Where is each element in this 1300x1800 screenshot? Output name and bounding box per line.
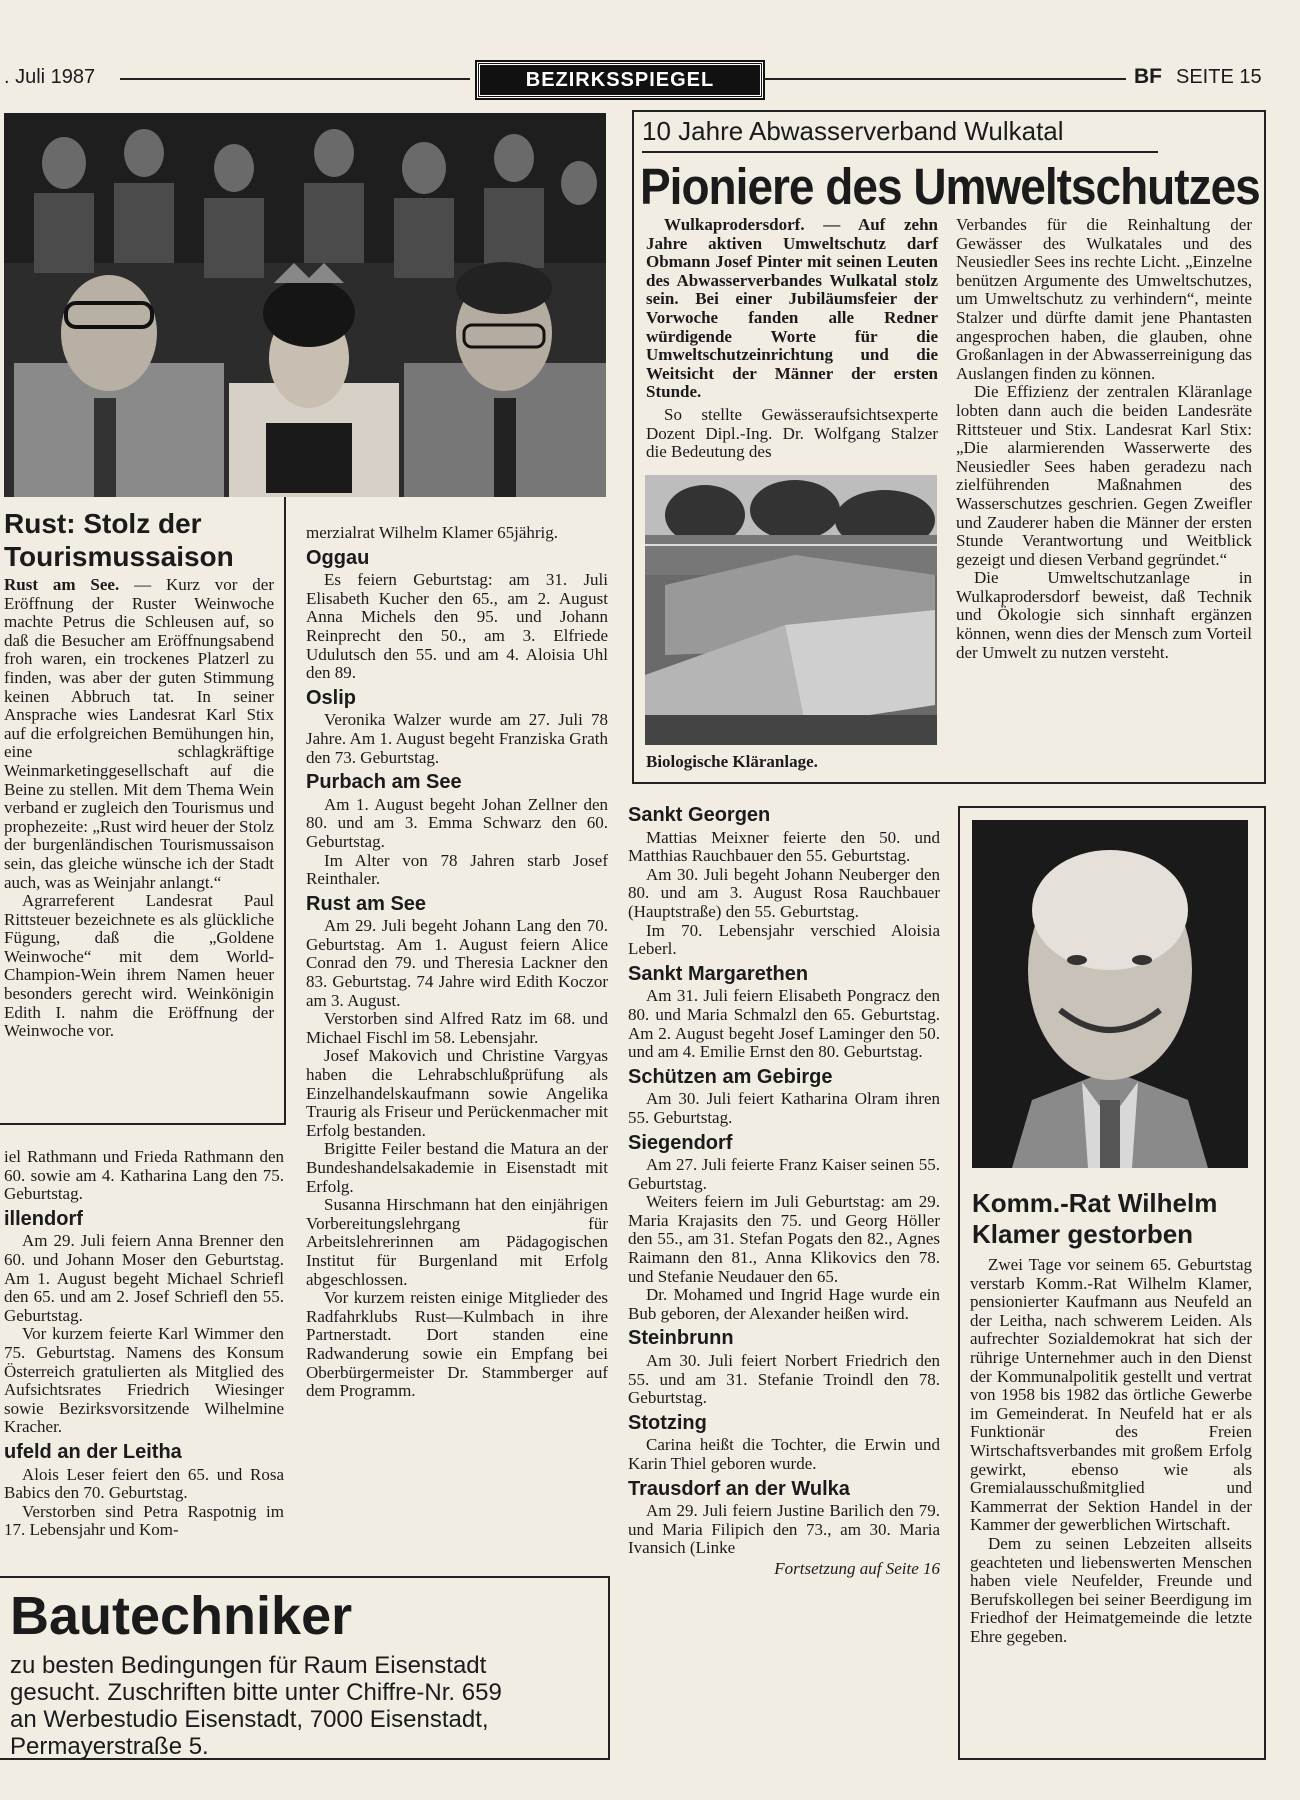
job-ad-box <box>0 1576 610 1760</box>
photo-illustration <box>645 475 937 745</box>
section-heading: Rust am See <box>306 892 427 915</box>
section-heading: Purbach am See <box>306 771 462 794</box>
section-heading: Oslip <box>306 686 357 709</box>
middle-column <box>306 524 608 1401</box>
feature-para1: So stellte Gewässeraufsichtsexperte Dozent Dipl.-Ing. Dr. Wolfgang Stalzer die Bedeutung des <box>646 404 938 462</box>
section-heading: Schützen am Gebirge <box>628 1065 833 1088</box>
obituary-title-line2: Klamer gestorben <box>972 1219 1194 1249</box>
paragraph: Im Alter von 78 Jahren starb Josef Reinthaler. <box>306 850 608 889</box>
section-heading: illendorf <box>4 1207 83 1230</box>
paragraph: Die Effizienz der zentralen Kläranlage lobten dann auch die beiden Landesräte Rittsteuer und Stix. Landesrat Karl Stix: „Die alarmierenden Wasserwerte des Neusiedler Sees haben geradezu nach zielführenden Maßnahmen des Wasserschutzes geschrien. Gegen Zweifler und Zauderer haben die Männer der ersten Stunde Verantwortung und Weitblick gezeigt und diesen Verband gegründet.“ <box>956 382 1252 569</box>
rust-title-line1: Rust: Stolz der <box>4 508 202 539</box>
page-number: SEITE 15 <box>1176 66 1262 88</box>
mid-col-intro: merzialrat Wilhelm Klamer 65jährig. <box>306 523 559 542</box>
obituary-body <box>970 1256 1252 1646</box>
paragraph: Brigitte Feiler bestand die Matura an der Bundeshandelsakademie in Eisenstadt mit Erfolg. <box>306 1139 608 1196</box>
job-ad-text <box>10 1652 502 1760</box>
newspaper-logo: BF <box>1134 65 1162 88</box>
paragraph: Carina heißt die Tochter, die Erwin und Karin Thiel geboren wurde. <box>628 1435 940 1473</box>
rust-article-body <box>4 576 274 1041</box>
paragraph: Am 30. Juli feiert Katharina Olram ihren 55. Geburtstag. <box>628 1089 940 1127</box>
section-heading: Steinbrunn <box>628 1327 734 1350</box>
photo-caption: Biologische Kläranlage. <box>646 752 818 771</box>
section-heading: Sankt Margarethen <box>628 962 809 985</box>
job-ad-title: Bautechniker <box>10 1586 353 1646</box>
rust-article-para2: Agrarreferent Landesrat Paul Rittsteuer bezeichnete es als glückliche Fügung, daß die „Goldene Weinwoche“ mit dem World-Champion-Wein ihrem Namen heuer besonders gerecht wird. Weinkönigin Edith I. nahm die Eröffnung der Weinwoche vor. <box>4 891 274 1041</box>
job-ad-line: an Werbestudio Eisenstadt, 7000 Eisenstadt, <box>10 1706 489 1733</box>
header-rule-right <box>764 78 1126 80</box>
paragraph: Am 30. Juli begeht Johann Neuberger den 80. und am 3. August Rosa Rauchbauer (Hauptstraße) den 55. Geburtstag. <box>628 864 940 921</box>
feature-kicker: 10 Jahre Abwasserverband Wulkatal <box>642 116 1064 146</box>
section-heading: Trausdorf an der Wulka <box>628 1477 850 1500</box>
paragraph: Verbandes für die Reinhaltung der Gewässer des Wulkatales und des Neusiedler Sees ins rechte Licht. „Einzelne benützen Argumente des Umweltschutzes, um Umweltschutz zu verhindern“, meinte Stalzer und dürfte damit jene Phantasten angesprochen haben, die glauben, ohne Großanlagen in der Abwasserreinigung das Auslangen finden zu können. <box>956 215 1252 383</box>
paragraph: Am 29. Juli feiern Anna Brenner den 60. und Johann Moser den Geburtstag. Am 1. August begeht Michael Schriefl den 65. und am 2. Josef Schriefl den 55. Geburtstag. <box>4 1231 284 1325</box>
paragraph: Vor kurzem reisten einige Mitglieder des Radfahrklubs Rust—Kulmbach in ihre Partnerstadt. Dort standen eine Radwanderung sowie ein Empfang bei Oberbürgermeister Dr. Stammberger auf dem Programm. <box>306 1288 608 1401</box>
obituary-para1: Zwei Tage vor seinem 65. Geburtstag verstarb Komm.-Rat Wilhelm Klamer, pensionierter Kaufmann aus Neufeld an der Leitha, nach schwerem Leiden. Als aufrechter Sozialdemokrat hat sich der rührige Unternehmer auch in den Dienst der Kommunalpolitik gestellt und vertrat von 1958 bis 1982 das örtliche Gewerbe im Gemeinderat. In Neufeld hat er als Funktionär des Freien Wirtschaftsverbandes mit großem Erfolg gewirkt, ebenso wie als Gremialausschußmitglied und Kammerrat der Sektion Handel in der Kammer der gewerblichen Wirtschaft. <box>970 1255 1252 1535</box>
paragraph: Am 29. Juli begeht Johann Lang den 70. Geburtstag. Am 1. August feiern Alice Conrad den 79. und Theresia Lackner den 83. Geburtstag. 74 Jahre wird Edith Koczor am 3. August. <box>306 916 608 1010</box>
obituary-para2: Dem zu seinen Lebzeiten allseits geachteten und liebenswerten Menschen haben viele Neufelder, Freunde und Berufskollegen bei seiner Beerdigung im Friedhof der Heimatgemeinde die letzte Ehre gegeben. <box>970 1533 1252 1646</box>
paragraph: Weiters feiern im Juli Geburtstag: am 29. Maria Krajasits den 75. und Georg Höller den 55., am 31. Stefan Pogats den 82., Agnes Raimann den 81., Anna Klikovics den 78. und Stefanie Neudauer den 65. <box>628 1192 940 1286</box>
paragraph: Im 70. Lebensjahr verschied Aloisia Leberl. <box>628 920 940 959</box>
rust-article-title <box>4 507 280 573</box>
left-col-lower <box>4 1148 284 1540</box>
paragraph: Am 1. August begeht Johan Zellner den 80. und am 3. Emma Schwarz den 60. Geburtstag. <box>306 794 608 851</box>
photo-sewage-plant <box>645 475 937 745</box>
portrait-wilhelm-klamer <box>972 820 1248 1168</box>
paragraph: Die Umweltschutzanlage in Wulkaprodersdorf beweist, daß Technik und Ökologie sich sinnhaft ergänzen können, wenn dies der Mensch zum Vorteil der Umwelt zu nutzen versteht. <box>956 568 1252 662</box>
obituary-title <box>972 1188 1252 1250</box>
paragraph: Veronika Walzer wurde am 27. Juli 78 Jahre. Am 1. August begeht Franziska Grath den 73. Geburtstag. <box>306 710 608 767</box>
section-heading: ufeld an der Leitha <box>4 1440 182 1463</box>
feature-left-col <box>646 216 938 462</box>
rust-lead-place: Rust am See. <box>4 575 120 594</box>
feature-headline: Pioniere des Umweltschutzes <box>640 158 1260 216</box>
rust-title-line2: Tourismussaison <box>4 541 234 572</box>
header-rule-left <box>120 78 470 80</box>
paragraph: Am 27. Juli feierte Franz Kaiser seinen 55. Geburtstag. <box>628 1155 940 1193</box>
section-heading: Siegendorf <box>628 1131 733 1154</box>
job-ad-line: Permayerstraße 5. <box>10 1733 209 1760</box>
section-heading: Sankt Georgen <box>628 804 771 826</box>
column-three <box>628 800 940 1579</box>
issue-date: . Juli 1987 <box>4 66 96 88</box>
paragraph: Alois Leser feiert den 65. und Rosa Babics den 70. Geburtstag. <box>4 1464 284 1503</box>
paragraph: Verstorben sind Petra Raspotnig im 17. Lebensjahr und Kom- <box>4 1501 284 1540</box>
photo-wine-queen-officials <box>4 113 606 497</box>
photo-illustration <box>4 113 606 497</box>
paragraph: Am 30. Juli feiert Norbert Friedrich den 55. und am 31. Stefanie Troindl den 78. Geburtstag. <box>628 1351 940 1408</box>
left-col-intro: iel Rathmann und Frieda Rathmann den 60. sowie am 4. Katharina Lang den 75. Geburtstag. <box>4 1147 284 1204</box>
obituary-title-line1: Komm.-Rat Wilhelm <box>972 1188 1218 1218</box>
portrait-illustration <box>972 820 1248 1168</box>
paragraph: Am 29. Juli feiern Justine Barilich den 79. und Maria Filipich den 73., am 30. Maria Ivansich (Linke <box>628 1501 940 1558</box>
section-heading: Oggau <box>306 546 370 569</box>
paragraph: Josef Makovich und Christine Vargyas haben die Lehrabschlußprüfung als Einzelhandelskaufmann sowie Angelika Traurig als Friseur und Perückenmacher mit Erfolg bestanden. <box>306 1046 608 1140</box>
paragraph: Dr. Mohamed und Ingrid Hage wurde ein Bub geboren, der Alexander heißen wird. <box>628 1285 940 1323</box>
continued-note: Fortsetzung auf Seite 16 <box>774 1558 940 1578</box>
section-label: BEZIRKSSPIEGEL <box>477 62 763 98</box>
kicker-underline <box>642 151 1158 153</box>
job-ad-line: gesucht. Zuschriften bitte unter Chiffre-Nr. 659 <box>10 1679 502 1706</box>
rust-article-lead <box>4 576 274 892</box>
paragraph: Mattias Meixner feierte den 50. und Matthias Rauchbauer den 55. Geburtstag. <box>628 827 940 866</box>
feature-right-col <box>956 216 1252 662</box>
paragraph: Am 31. Juli feiern Elisabeth Pongracz den 80. und Maria Schmalzl den 65. Geburtstag. Am 2. August begeht Josef Laminger den 50. und am 4. Emilie Ernst den 80. Geburtstag. <box>628 986 940 1062</box>
feature-lead: Wulkaprodersdorf. — Auf zehn Jahre aktiven Umweltschutz darf Obmann Josef Pinter mit seinen Leuten des Abwasserverbandes Wulkatal stolz sein. Bei einer Jubiläumsfeier der Vorwoche fanden alle Redner würdigende Worte für die Umweltschutzeinrichtung und die Weitsicht der Männer der ersten Stunde. <box>646 215 938 402</box>
paragraph: Vor kurzem feierte Karl Wimmer den 75. Geburtstag. Namens des Konsum Österreich gratulierten als Mitglied des Aufsichtsrates Friedrich Wiesinger sowie Bezirksvorsitzende Wilhelmine Kracher. <box>4 1324 284 1437</box>
section-heading: Stotzing <box>628 1411 707 1434</box>
paragraph: Es feiern Geburtstag: am 31. Juli Elisabeth Kucher den 65., am 2. August Anna Michels den 95. und Johann Reinprecht den 50., am 3. Elfriede Udulutsch den 55. und am 4. Aloisia Uhl den 89. <box>306 570 608 683</box>
paragraph: Verstorben sind Alfred Ratz im 68. und Michael Fischl im 58. Lebensjahr. <box>306 1009 608 1047</box>
rust-lead-text: — Kurz vor der Eröffnung der Ruster Weinwoche machte Petrus die Schleusen auf, so daß die Besucher am Eröffnungsabend froh waren, ein trockenes Platzerl zu finden, was aber der guten Stimmung keinen Abbruch tat. In seiner Ansprache wies Landesrat Karl Stix auf die erfolgreichen Bemühungen hin, eine schlagkräftige Weinmarketinggesellschaft auf die Beine zu stellen. Mit dem Thema Wein verband er zugleich den Tourismus und prophezeite: „Rust wird heuer der Stolz der burgenländischen Tourismussaison sein, das gleiche wünsche ich der Stadt auch, was as Weinjahr anlangt.“ <box>4 575 275 892</box>
paragraph: Susanna Hirschmann hat den einjährigen Vorbereitungslehrgang für Arbeitslehrerinnen am Pädagogischen Institut für Burgenland mit Erfolg abgeschlossen. <box>306 1195 608 1289</box>
job-ad-line: zu besten Bedingungen für Raum Eisenstadt <box>10 1652 487 1679</box>
